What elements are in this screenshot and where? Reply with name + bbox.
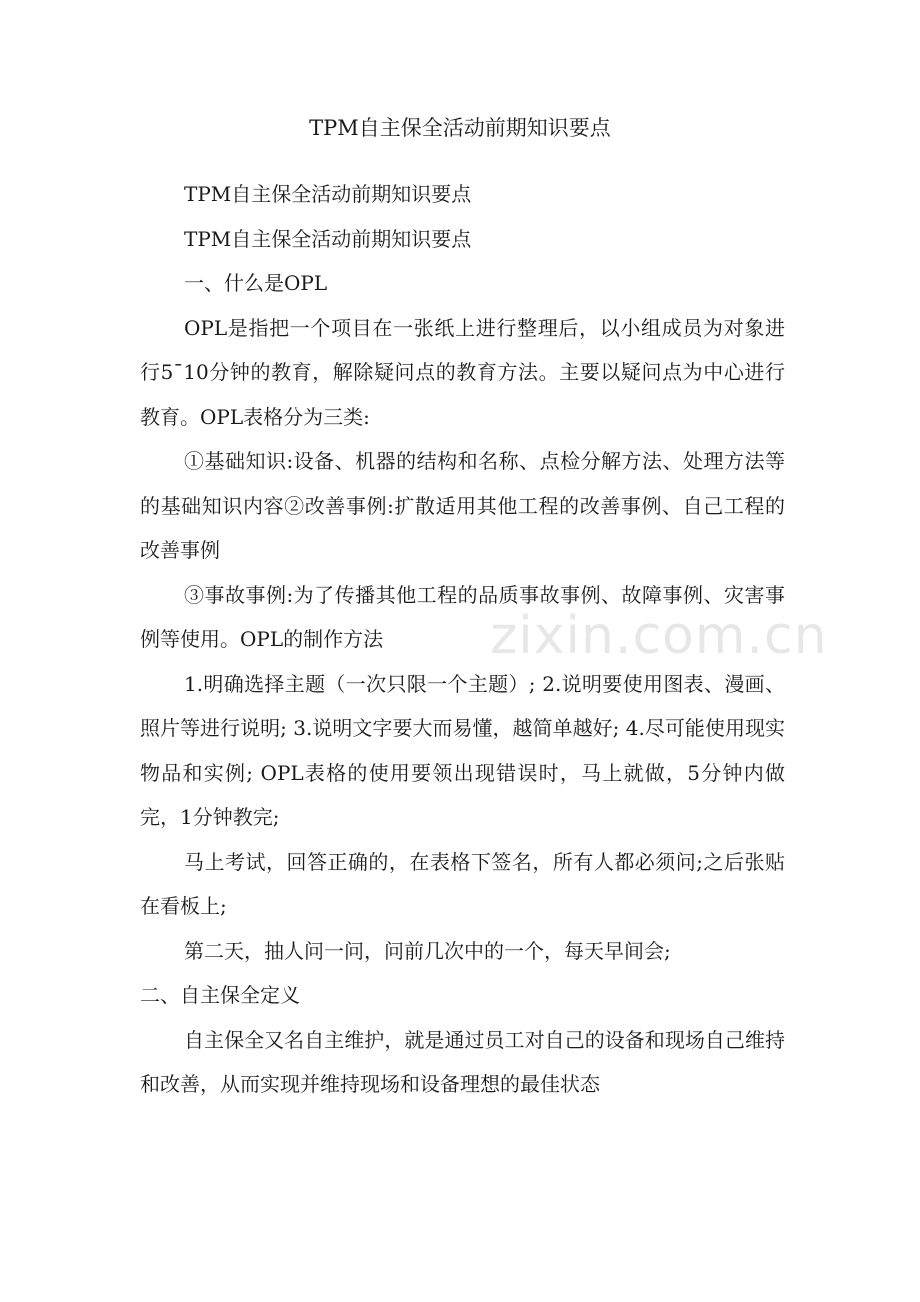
- watermark: zixin.com.cn: [490, 606, 828, 666]
- paragraph: ③事故事例:为了传播其他工程的品质事故事例、故障事例、灾害事例等使用。OPL的制作方法: [140, 582, 785, 651]
- paragraph: 马上考试，回答正确的，在表格下签名，所有人都必须问;之后张贴在看板上;: [140, 849, 785, 918]
- paragraph: 自主保全又名自主维护，就是通过员工对自己的设备和现场自己维持和改善，从而实现并维持现场和设备理想的最佳状态: [140, 1027, 785, 1096]
- document-body: [140, 172, 785, 1107]
- paragraph: 第二天，抽人问一问，问前几次中的一个，每天早间会;: [184, 938, 671, 963]
- section-heading: 一、什么是OPL: [184, 271, 328, 295]
- paragraph: TPM自主保全活动前期知识要点: [184, 182, 472, 206]
- section-heading: 二、自主保全定义: [140, 983, 300, 1007]
- paragraph: OPL是指把一个项目在一张纸上进行整理后，以小组成员为对象进行5¯10分钟的教育，解除疑问点的教育方法。主要以疑问点为中心进行教育。OPL表格分为三类:: [140, 315, 785, 429]
- document-title: TPM自主保全活动前期知识要点: [309, 116, 611, 140]
- paragraph: TPM自主保全活动前期知识要点: [184, 226, 472, 251]
- paragraph: 1.明确选择主题（一次只限一个主题）; 2.说明要使用图表、漫画、照片等进行说明; 3.说明文字要大而易懂，越简单越好; 4.尽可能使用现实物品和实例; OPL表格的使用要领出现错误时，马上就做，5分钟内做完，1分钟教完;: [140, 671, 785, 829]
- paragraph: ①基础知识:设备、机器的结构和名称、点检分解方法、处理方法等的基础知识内容②改善事例:扩散适用其他工程的改善事例、自己工程的改善事例: [140, 449, 785, 562]
